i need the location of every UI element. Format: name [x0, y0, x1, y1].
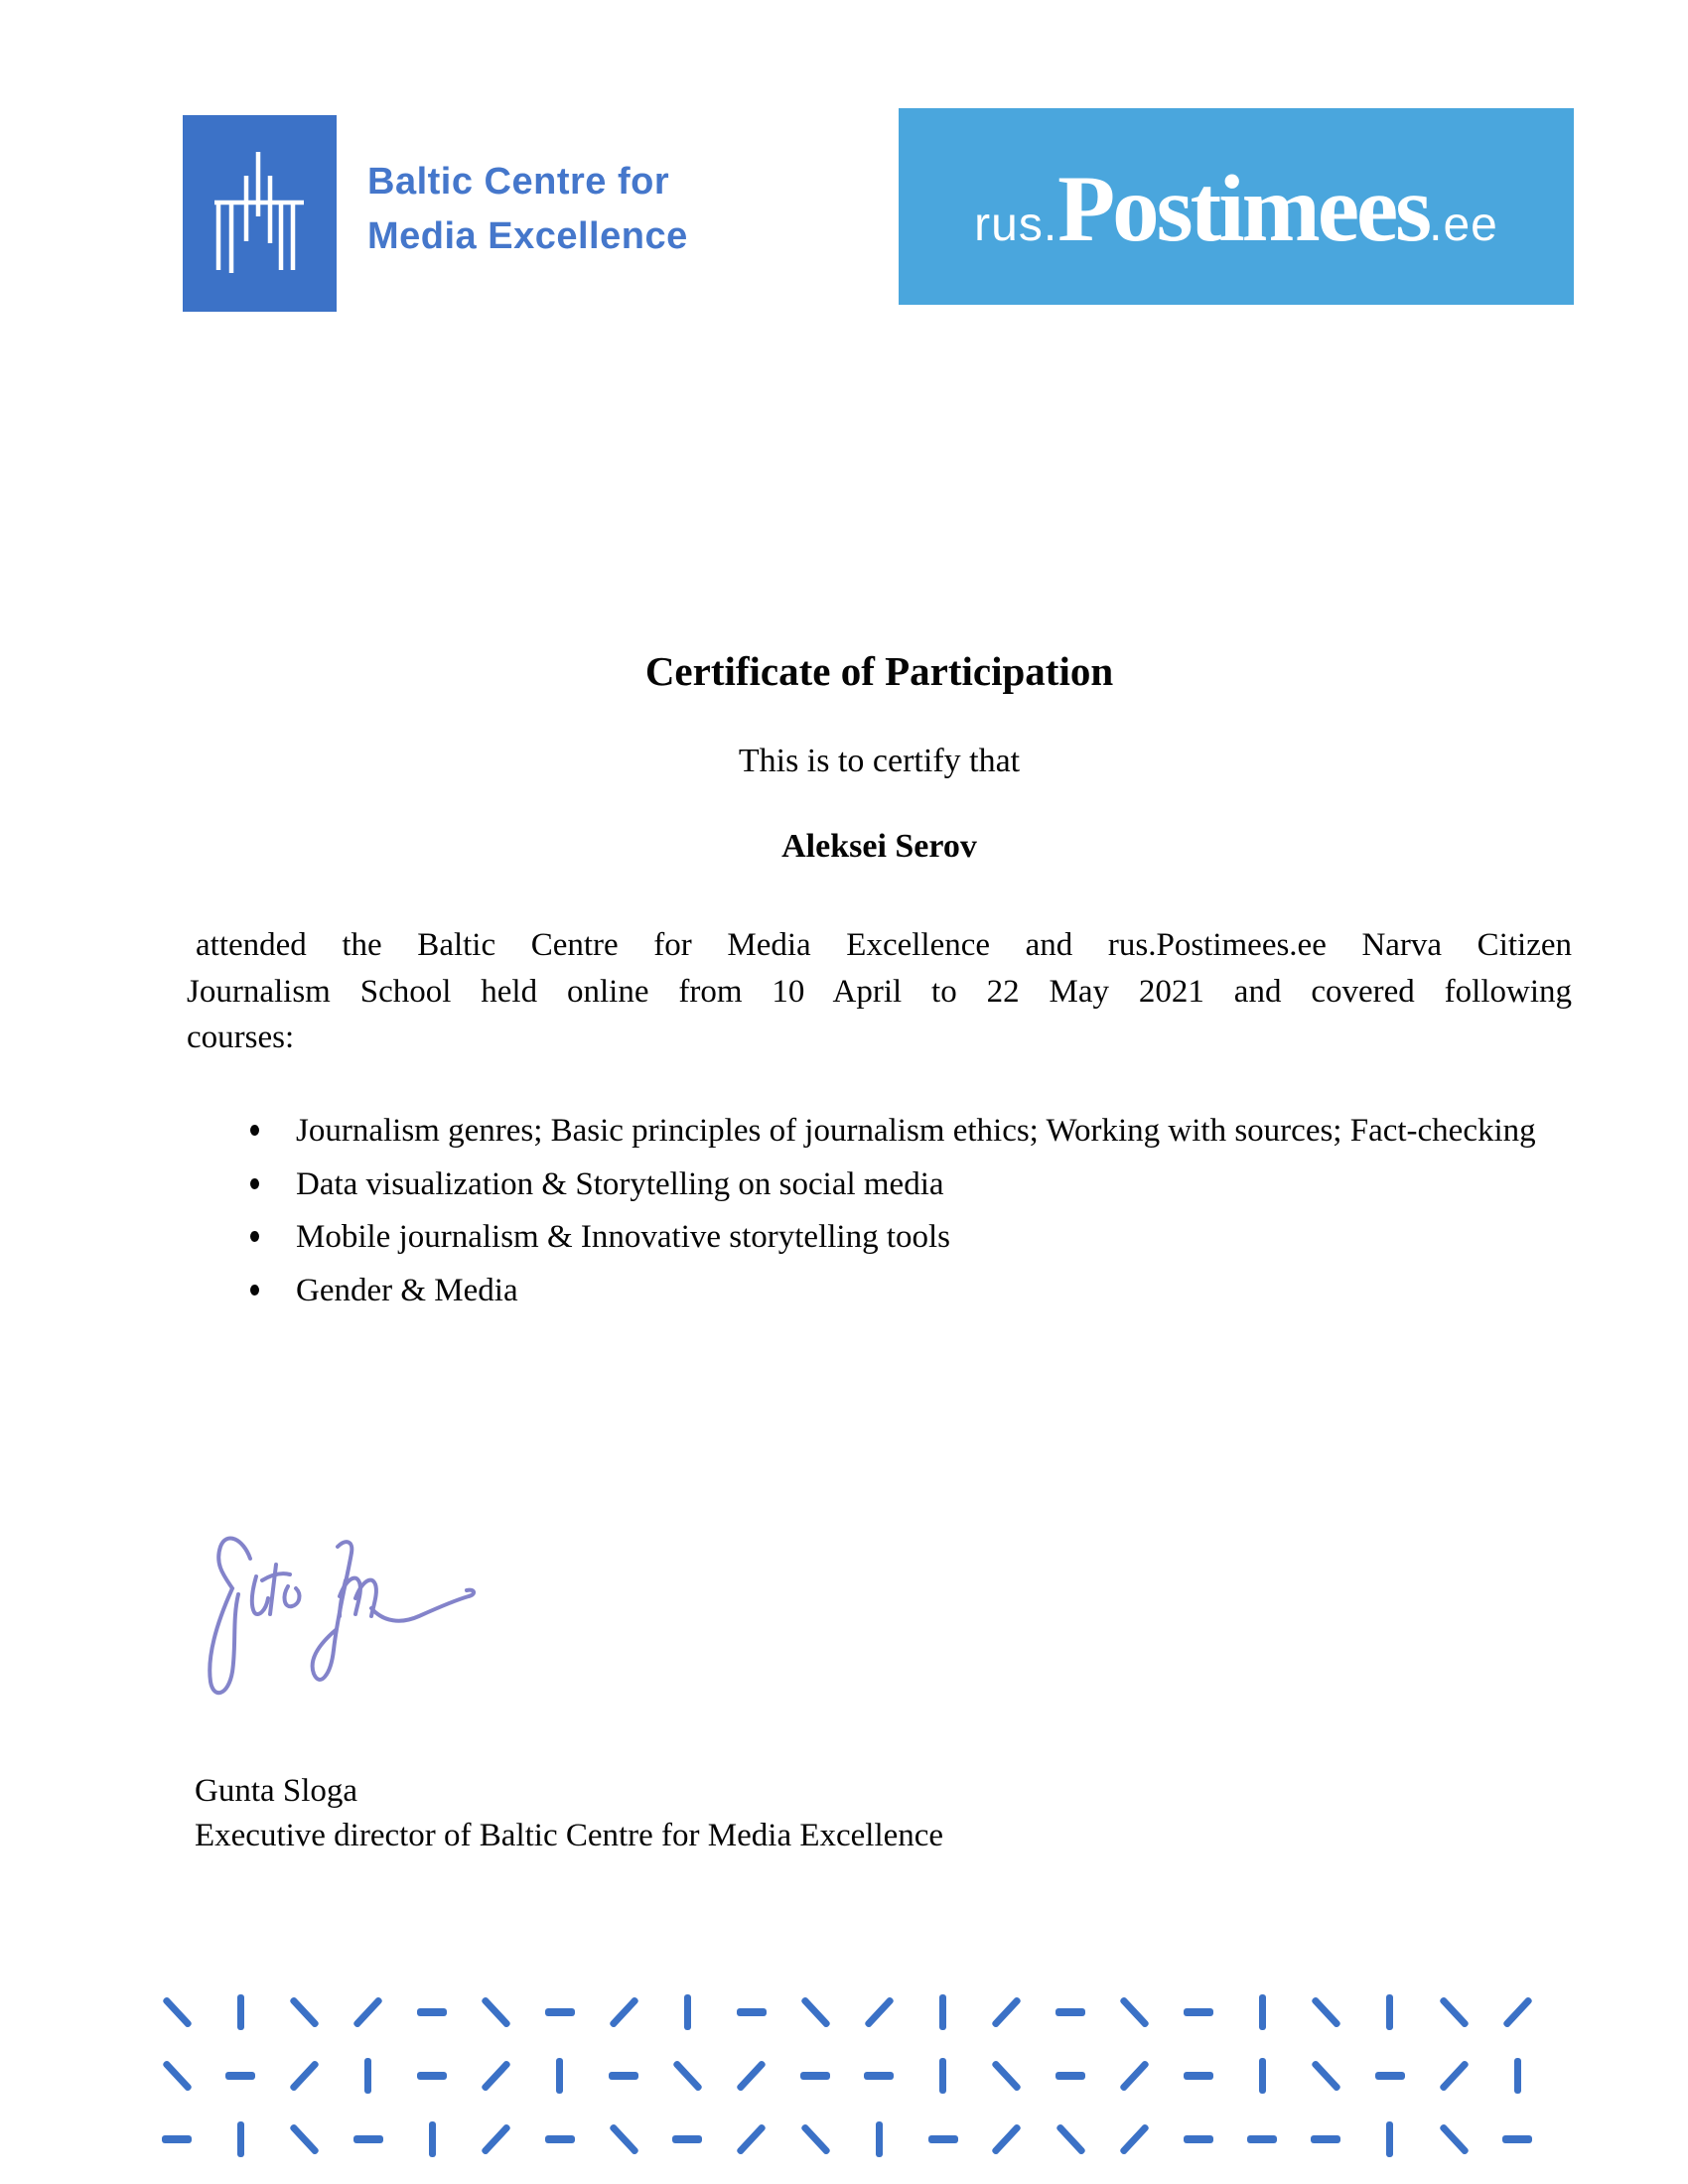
pattern-stroke: [1167, 1980, 1230, 2044]
pattern-stroke: [1358, 2171, 1422, 2184]
pattern-stroke: [912, 1980, 975, 2044]
pattern-stroke: [1230, 1980, 1294, 2044]
pattern-stroke: [592, 2171, 655, 2184]
certificate-title: Certificate of Participation: [644, 648, 1114, 694]
course-item-text: Mobile journalism & Innovative storytelling tools: [296, 1219, 951, 1255]
pattern-stroke: [528, 2108, 592, 2171]
course-item-text: Gender & Media: [296, 1272, 518, 1308]
pattern-stroke: [592, 2108, 655, 2171]
pattern-stroke: [847, 2108, 911, 2171]
pattern-stroke: [1167, 2044, 1230, 2108]
course-item-text: Data visualization & Storytelling on social media: [296, 1165, 944, 1202]
body-line: attended the Baltic Centre for Media Excellence and rus.Postimees.ee Narva Citizen: [196, 927, 1572, 963]
pattern-stroke: [465, 2171, 528, 2184]
pattern-stroke: [528, 1980, 592, 2044]
pattern-stroke: [912, 2171, 975, 2184]
pattern-stroke: [655, 1980, 719, 2044]
signer-title: Executive director of Baltic Centre for Media Excellence: [195, 1818, 944, 1853]
pattern-stroke: [1358, 2044, 1422, 2108]
pattern-stroke: [1422, 2171, 1485, 2184]
certificate-subtitle: This is to certify that: [738, 743, 1021, 779]
pattern-stroke: [528, 2044, 592, 2108]
course-item-text: Journalism genres; Basic principles of journalism ethics; Working with sources; Fact-checking: [296, 1113, 1536, 1149]
pattern-stroke: [337, 1980, 400, 2044]
pattern-stroke: [783, 2044, 847, 2108]
pattern-stroke: [337, 2044, 400, 2108]
postimees-name: Postimees: [1057, 156, 1430, 261]
pattern-stroke: [209, 1980, 272, 2044]
pattern-stroke: [912, 2044, 975, 2108]
pattern-stroke: [1039, 2171, 1102, 2184]
pattern-stroke: [1422, 1980, 1485, 2044]
pattern-stroke: [655, 2108, 719, 2171]
pattern-stroke: [1422, 2044, 1485, 2108]
pattern-stroke: [1294, 2171, 1357, 2184]
pattern-stroke: [1103, 2108, 1167, 2171]
pattern-stroke: [1358, 2108, 1422, 2171]
pattern-stroke: [592, 2044, 655, 2108]
pattern-stroke: [975, 2108, 1039, 2171]
pattern-stroke: [1167, 2171, 1230, 2184]
pattern-stroke: [465, 2044, 528, 2108]
pattern-stroke: [273, 1980, 337, 2044]
pattern-stroke: [400, 1980, 464, 2044]
pattern-stroke: [1294, 2044, 1357, 2108]
recipient-name: Aleksei Serov: [781, 828, 977, 865]
pattern-stroke: [1485, 1980, 1549, 2044]
pattern-stroke: [209, 2171, 272, 2184]
pattern-stroke: [1103, 2044, 1167, 2108]
pattern-stroke: [655, 2171, 719, 2184]
pattern-stroke: [400, 2171, 464, 2184]
pattern-stroke: [1103, 1980, 1167, 2044]
pattern-stroke: [1039, 2108, 1102, 2171]
pattern-stroke: [1230, 2108, 1294, 2171]
pattern-stroke: [975, 2171, 1039, 2184]
pattern-stroke: [145, 2108, 209, 2171]
pattern-stroke: [1294, 2108, 1357, 2171]
pattern-stroke: [1039, 2044, 1102, 2108]
pattern-stroke: [273, 2044, 337, 2108]
pattern-stroke: [1485, 2171, 1549, 2184]
pattern-stroke: [720, 2108, 783, 2171]
pattern-stroke: [273, 2171, 337, 2184]
pattern-stroke: [1039, 1980, 1102, 2044]
pattern-stroke: [1230, 2044, 1294, 2108]
pattern-stroke: [783, 2171, 847, 2184]
pattern-stroke: [720, 2171, 783, 2184]
pattern-stroke: [273, 2108, 337, 2171]
body-line: Journalism School held online from 10 April to 22 May 2021 and covered following: [187, 973, 1572, 1010]
pattern-stroke: [1485, 2044, 1549, 2108]
pattern-stroke: [975, 1980, 1039, 2044]
pattern-stroke: [1358, 1980, 1422, 2044]
pattern-stroke: [1230, 2171, 1294, 2184]
bcme-logo-text-line2: Media Excellence: [367, 215, 688, 257]
pattern-stroke: [465, 2108, 528, 2171]
postimees-prefix: rus.: [974, 199, 1058, 251]
pattern-stroke: [528, 2171, 592, 2184]
pattern-stroke: [847, 1980, 911, 2044]
pattern-stroke: [337, 2108, 400, 2171]
pattern-stroke: [145, 1980, 209, 2044]
signer-name: Gunta Sloga: [195, 1773, 358, 1809]
postimees-suffix: .ee: [1429, 199, 1498, 251]
pattern-stroke: [783, 2108, 847, 2171]
pattern-stroke: [912, 2108, 975, 2171]
pattern-stroke: [209, 2108, 272, 2171]
pattern-stroke: [720, 2044, 783, 2108]
pattern-stroke: [847, 2171, 911, 2184]
body-line: courses:: [187, 1020, 295, 1055]
pattern-stroke: [1103, 2171, 1167, 2184]
pattern-stroke: [975, 2044, 1039, 2108]
pattern-stroke: [720, 1980, 783, 2044]
pattern-stroke: [655, 2044, 719, 2108]
pattern-stroke: [592, 1980, 655, 2044]
pattern-stroke: [847, 2044, 911, 2108]
pattern-stroke: [337, 2171, 400, 2184]
pattern-stroke: [1167, 2108, 1230, 2171]
pattern-stroke: [783, 1980, 847, 2044]
pattern-stroke: [1422, 2108, 1485, 2171]
pattern-stroke: [465, 1980, 528, 2044]
pattern-stroke: [1485, 2108, 1549, 2171]
pattern-stroke: [400, 2044, 464, 2108]
bcme-logo-text-line1: Baltic Centre for: [367, 161, 670, 203]
pattern-stroke: [209, 2044, 272, 2108]
pattern-stroke: [145, 2171, 209, 2184]
pattern-stroke: [145, 2044, 209, 2108]
pattern-stroke: [1294, 1980, 1357, 2044]
pattern-stroke: [400, 2108, 464, 2171]
